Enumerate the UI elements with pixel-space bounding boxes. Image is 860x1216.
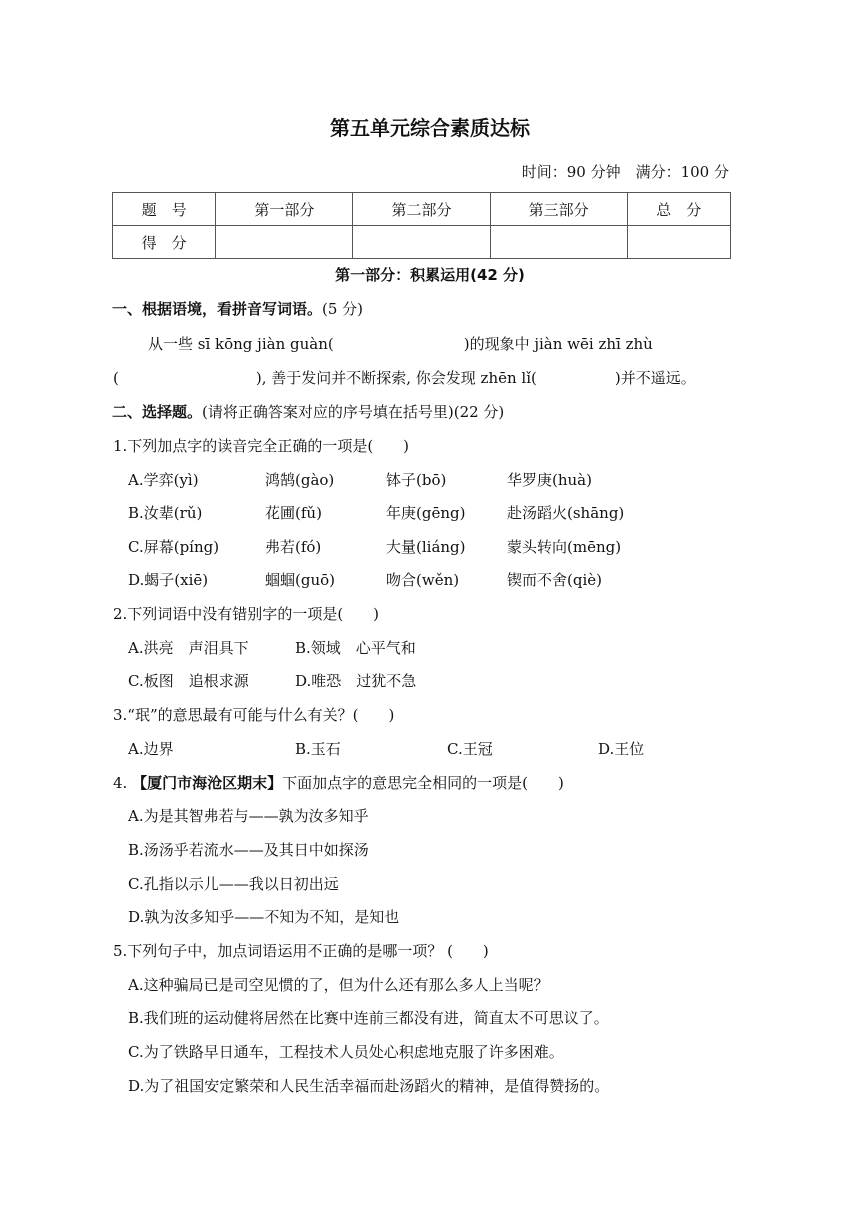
q1-option-d: 锲而不舍(qiè) xyxy=(507,571,602,589)
q1-stem: 1.下列加点字的读音完全正确的一项是( ) xyxy=(113,437,410,455)
q2-option-c: C.板图 追根求源 xyxy=(128,672,249,690)
exam-meta: 时间：90 分钟 满分：100 分 xyxy=(521,163,729,181)
q1-option-c: 大量(liáng) xyxy=(386,538,466,556)
section1-heading xyxy=(112,298,363,319)
s1-text: 从一些 sī kōng jiàn guàn( xyxy=(148,335,334,353)
q1-option-a: 钵子(bō) xyxy=(386,471,447,489)
section1-title: 一、根据语境，看拼音写词语。 xyxy=(112,300,323,318)
q1-option-d: 蝈蝈(guō) xyxy=(265,571,335,589)
score-row-label: 得 分 xyxy=(113,226,216,259)
score-cell[interactable] xyxy=(216,226,353,259)
q4-source: 【厦门市海沧区期末】 xyxy=(132,774,283,792)
q2-option-b: B.领域 心平气和 xyxy=(295,639,416,657)
score-table-header: 题 号 xyxy=(113,193,216,226)
score-table-header: 总 分 xyxy=(627,193,730,226)
q2-stem: 2.下列词语中没有错别字的一项是( ) xyxy=(113,605,380,623)
score-table xyxy=(112,192,731,259)
s1-text: )并不遥远。 xyxy=(614,369,696,387)
score-table-header: 第三部分 xyxy=(490,193,627,226)
q1-option-b: B.汝辈(rǔ) xyxy=(128,504,203,522)
s1-text: ( xyxy=(113,369,119,387)
q4-option-a: A.为是其智弗若与——孰为汝多知乎 xyxy=(128,807,369,825)
s1-text: ), 善于发问并不断探索, 你会发现 zhēn lǐ( xyxy=(255,369,537,387)
q1-option-c: C.屏幕(píng) xyxy=(128,538,220,556)
q1-option-b: 花圃(fǔ) xyxy=(265,504,322,522)
q1-option-a: 鸿鹄(gào) xyxy=(265,471,335,489)
q1-option-b: 年庚(gēng) xyxy=(386,504,466,522)
section2-title: 二、选择题。 xyxy=(112,403,203,421)
q3-stem: 3.“珉”的意思最有可能与什么有关？( ) xyxy=(113,706,395,724)
section2-note: (请将正确答案对应的序号填在括号里)(22 分) xyxy=(202,403,505,421)
q4-stem: 下面加点字的意思完全相同的一项是( ) xyxy=(282,774,564,792)
q1-option-d: 吻合(wěn) xyxy=(386,571,460,589)
q5-option-b: B.我们班的运动健将居然在比赛中连前三都没有进，简直太不可思议了。 xyxy=(128,1009,609,1027)
q5-stem: 5.下列句子中，加点词语运用不正确的是哪一项？ ( ) xyxy=(113,942,489,960)
q4-option-d: D.孰为汝多知乎——不知为不知，是知也 xyxy=(128,908,400,926)
score-table-header: 第一部分 xyxy=(216,193,353,226)
section1-line1 xyxy=(148,333,653,354)
part1-heading: 第一部分：积累运用(42 分) xyxy=(335,266,525,284)
q2-option-a: A.洪亮 声泪具下 xyxy=(128,639,249,657)
page-title: 第五单元综合素质达标 xyxy=(330,116,530,140)
score-table-header-row xyxy=(113,193,731,226)
q3-option-a: A.边界 xyxy=(128,740,174,758)
score-table-row xyxy=(113,226,731,259)
score-cell[interactable] xyxy=(490,226,627,259)
q3-option-d: D.王位 xyxy=(598,740,645,758)
q4-stem-line xyxy=(113,772,564,793)
q1-option-b: 赴汤蹈火(shāng) xyxy=(507,504,625,522)
q4-number: 4. xyxy=(113,774,133,792)
score-cell[interactable] xyxy=(353,226,490,259)
q2-option-d: D.唯恐 过犹不急 xyxy=(295,672,417,690)
q4-option-b: B.汤汤乎若流水——及其日中如探汤 xyxy=(128,841,369,859)
q5-option-c: C.为了铁路早日通车，工程技术人员处心积虑地克服了许多困难。 xyxy=(128,1043,564,1061)
score-table-header: 第二部分 xyxy=(353,193,490,226)
q5-option-d: D.为了祖国安定繁荣和人民生活幸福而赴汤蹈火的精神，是值得赞扬的。 xyxy=(128,1077,610,1095)
section1-points: (5 分) xyxy=(322,300,364,318)
score-cell[interactable] xyxy=(627,226,730,259)
section1-line2 xyxy=(113,367,696,388)
q1-option-a: A.学弈(yì) xyxy=(128,471,199,489)
section2-heading xyxy=(112,401,504,422)
q1-option-c: 弗若(fó) xyxy=(265,538,322,556)
s1-text: )的现象中 jiàn wēi zhī zhù xyxy=(463,335,653,353)
q1-option-d: D.蝎子(xiē) xyxy=(128,571,209,589)
q3-option-c: C.王冠 xyxy=(447,740,493,758)
q1-option-c: 蒙头转向(mēng) xyxy=(507,538,622,556)
q5-option-a: A.这种骗局已是司空见惯的了，但为什么还有那么多人上当呢？ xyxy=(128,976,549,994)
q1-option-a: 华罗庚(huà) xyxy=(507,471,592,489)
q4-option-c: C.孔指以示儿——我以日初出远 xyxy=(128,875,339,893)
q3-option-b: B.玉石 xyxy=(295,740,341,758)
